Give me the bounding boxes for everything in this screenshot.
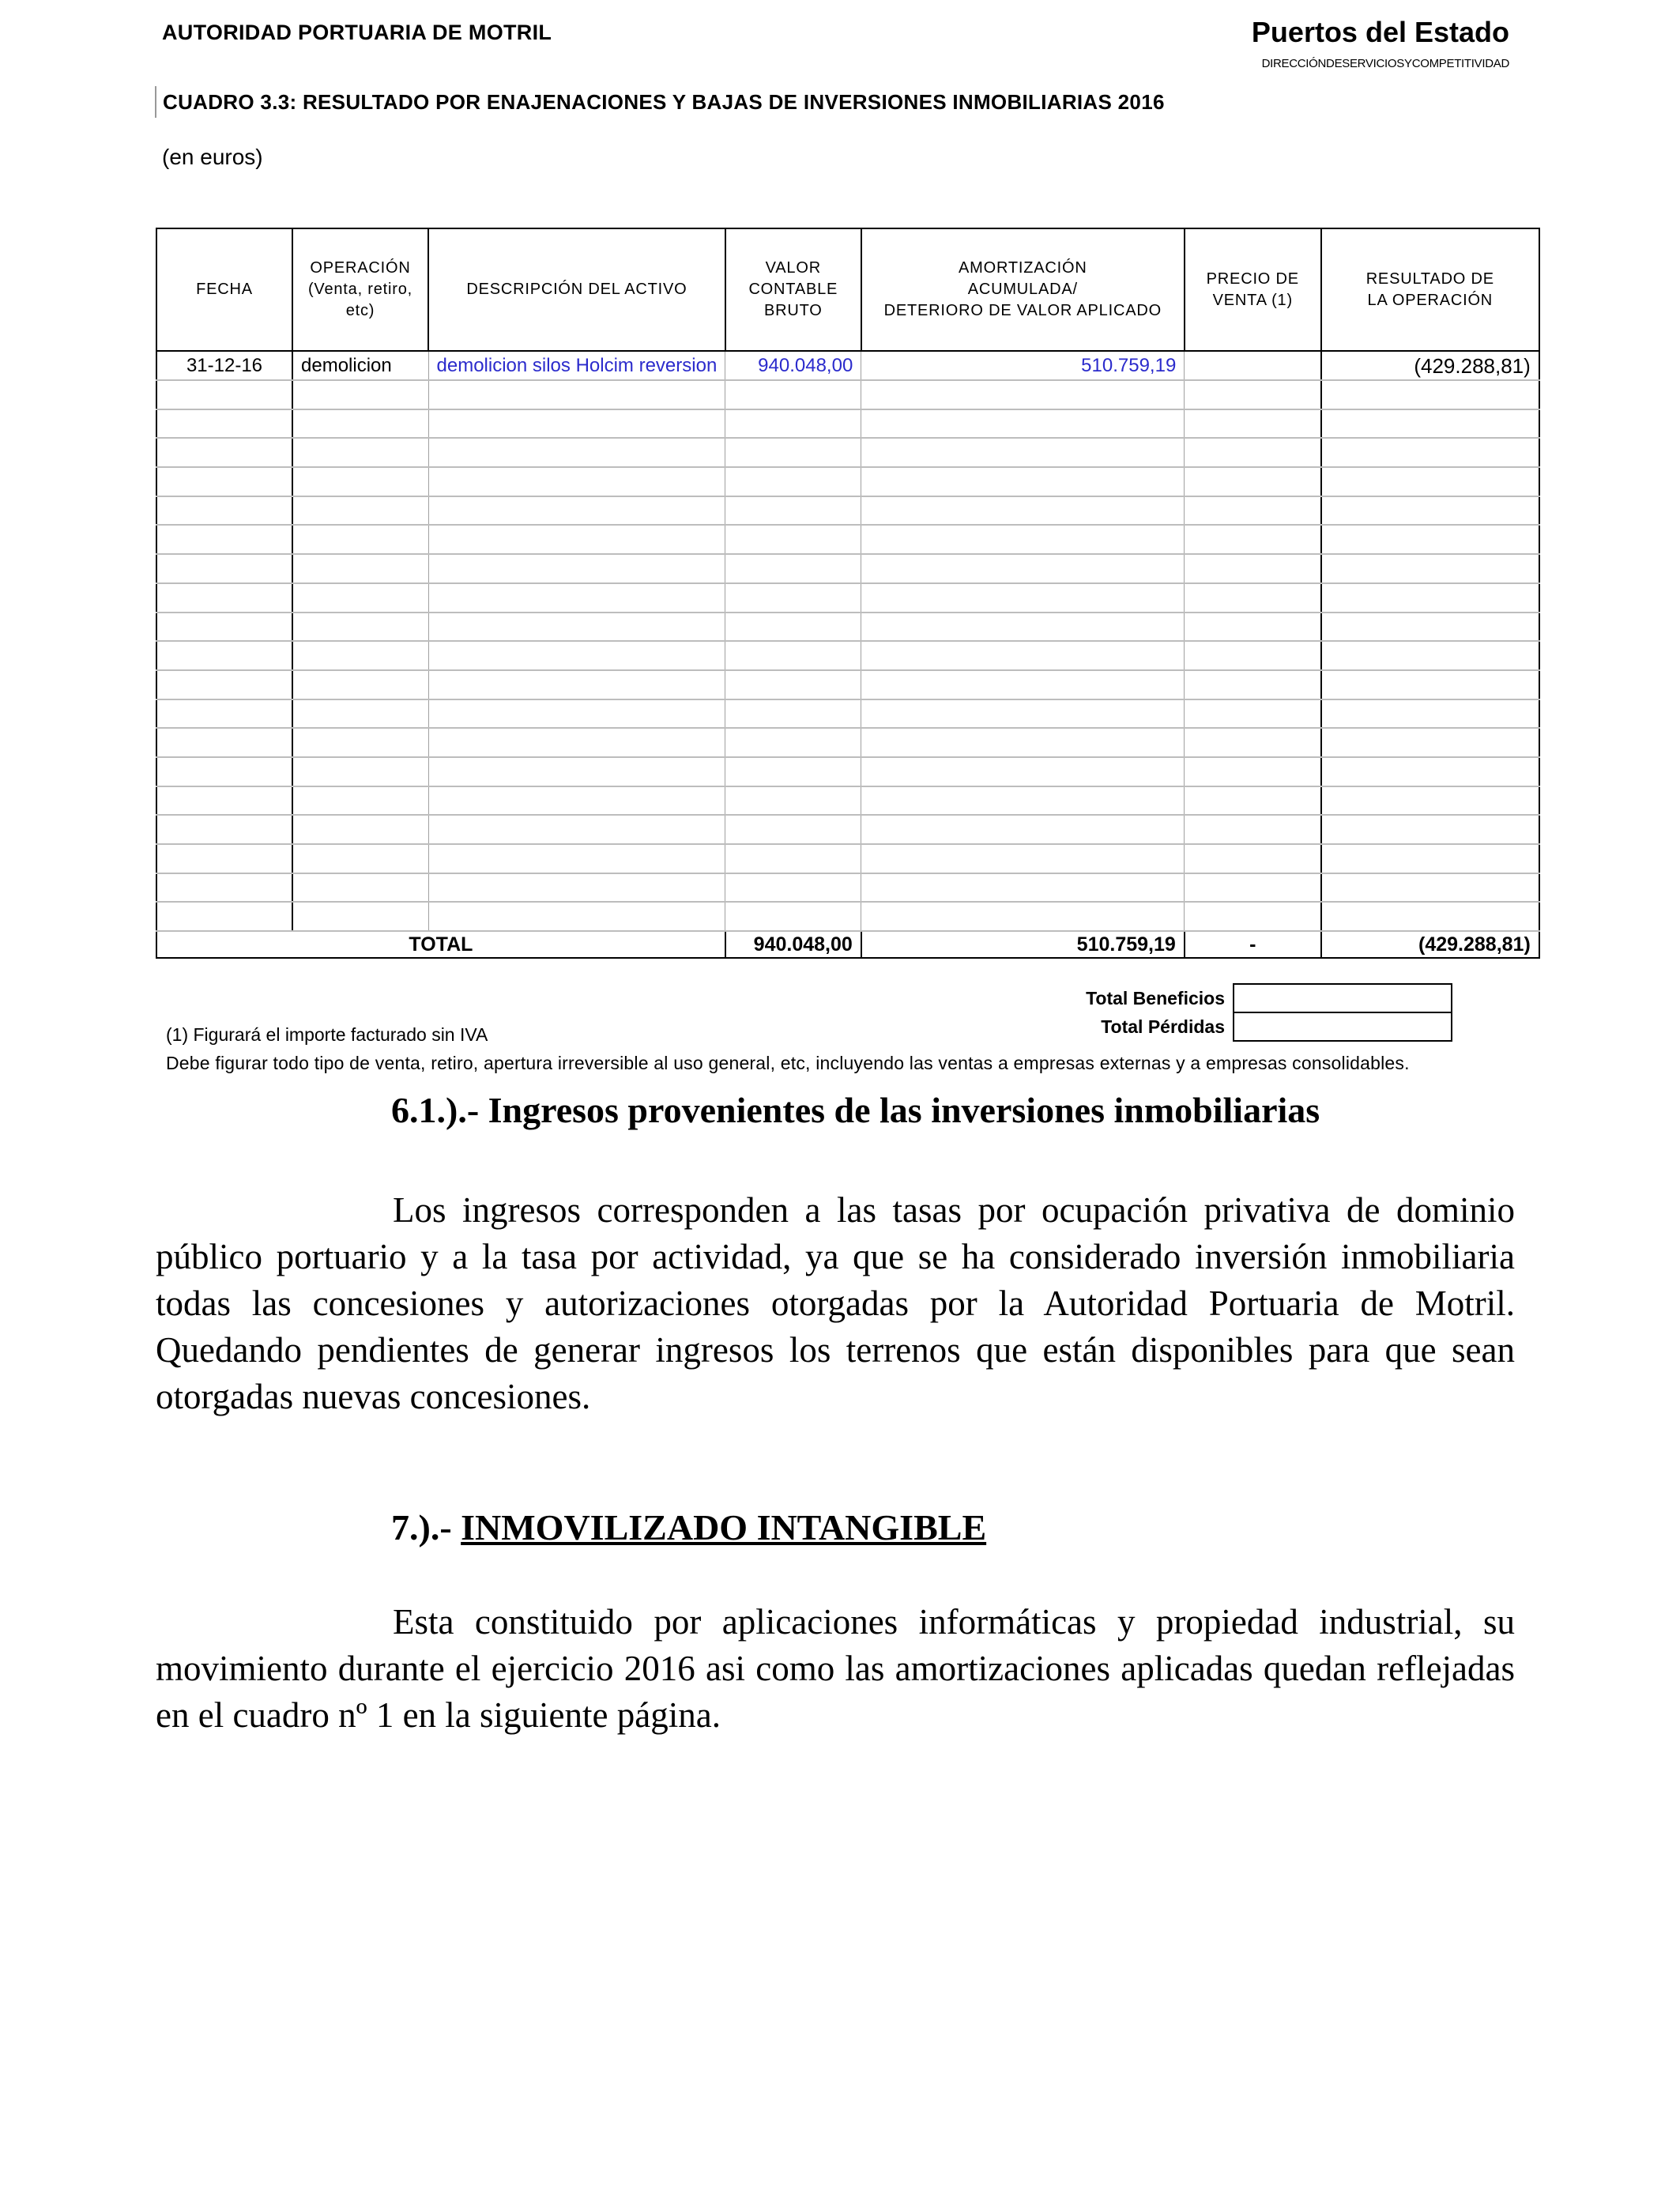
- table-cell: [1185, 786, 1321, 816]
- total-beneficios-label: Total Beneficios: [1086, 987, 1225, 1008]
- table-cell: [428, 380, 725, 409]
- table-cell: [861, 613, 1185, 642]
- total-valor: 940.048,00: [725, 931, 861, 958]
- table-cell: [1185, 409, 1321, 439]
- table-cell: [1185, 467, 1321, 496]
- table-cell: [1185, 699, 1321, 729]
- table-cell: [1185, 873, 1321, 903]
- table-cell: [1185, 757, 1321, 786]
- table-cell: [861, 786, 1185, 816]
- cell-resultado: (429.288,81): [1321, 351, 1539, 380]
- table-cell: [156, 496, 292, 526]
- table-cell: [292, 554, 428, 583]
- table-cell: [1321, 670, 1539, 699]
- col-header-valor: VALOR CONTABLE BRUTO: [725, 228, 861, 351]
- table-cell: [725, 438, 861, 467]
- table-cell: [861, 902, 1185, 931]
- table-cell: [292, 525, 428, 554]
- table-cell: [1185, 496, 1321, 526]
- table-cell: [428, 757, 725, 786]
- table-cell: [292, 467, 428, 496]
- table-cell: [861, 554, 1185, 583]
- col-header-operacion: OPERACIÓN (Venta, retiro, etc): [292, 228, 428, 351]
- col-header-resultado: RESULTADO DE LA OPERACIÓN: [1321, 228, 1539, 351]
- table-cell: [725, 902, 861, 931]
- table-cell: [725, 844, 861, 873]
- table-cell: [725, 699, 861, 729]
- table-cell: [1321, 583, 1539, 613]
- table-cell: [1321, 380, 1539, 409]
- table-row: [156, 670, 1539, 699]
- table-row: [156, 467, 1539, 496]
- table-cell: [725, 786, 861, 816]
- org-name: AUTORIDAD PORTUARIA DE MOTRIL: [162, 21, 552, 44]
- table-row: [156, 409, 1539, 439]
- table-cell: [156, 670, 292, 699]
- table-cell: [156, 613, 292, 642]
- table-row: [156, 786, 1539, 816]
- table-cell: [861, 641, 1185, 670]
- table-cell: [861, 757, 1185, 786]
- table-title: CUADRO 3.3: RESULTADO POR ENAJENACIONES Y BAJAS DE INVERSIONES INMOBILIARIAS 2016: [155, 86, 1165, 118]
- table-cell: [1321, 728, 1539, 757]
- col-header-fecha: FECHA: [156, 228, 292, 351]
- table-cell: [428, 613, 725, 642]
- table-cell: [725, 554, 861, 583]
- table-cell: [428, 699, 725, 729]
- table-cell: [156, 873, 292, 903]
- total-perdidas-value: [1234, 1012, 1452, 1041]
- cell-operacion: demolicion: [292, 351, 428, 380]
- cell-amortizacion: 510.759,19: [861, 351, 1185, 380]
- table-cell: [156, 409, 292, 439]
- table-cell: [292, 786, 428, 816]
- table-cell: [428, 641, 725, 670]
- table-row: [156, 613, 1539, 642]
- table-cell: [861, 496, 1185, 526]
- table-cell: [428, 409, 725, 439]
- table-cell: [725, 380, 861, 409]
- cell-precio: [1185, 351, 1321, 380]
- table-cell: [428, 786, 725, 816]
- table-cell: [156, 583, 292, 613]
- table-cell: [1321, 815, 1539, 844]
- table-cell: [428, 873, 725, 903]
- table-row: [156, 583, 1539, 613]
- table-cell: [292, 583, 428, 613]
- table-cell: [725, 757, 861, 786]
- table-cell: [861, 525, 1185, 554]
- table-cell: [1185, 438, 1321, 467]
- table-cell: [428, 844, 725, 873]
- table-cell: [1321, 409, 1539, 439]
- total-resultado: (429.288,81): [1321, 931, 1539, 958]
- table-cell: [725, 496, 861, 526]
- table-cell: [428, 525, 725, 554]
- table-cell: [1185, 641, 1321, 670]
- table-cell: [1185, 670, 1321, 699]
- table-cell: [861, 844, 1185, 873]
- table-cell: [428, 554, 725, 583]
- table-cell: [861, 467, 1185, 496]
- col-header-amortizacion: AMORTIZACIÓN ACUMULADA/ DETERIORO DE VALOR APLICADO: [861, 228, 1185, 351]
- table-cell: [156, 728, 292, 757]
- table-cell: [1185, 844, 1321, 873]
- table-cell: [861, 438, 1185, 467]
- table-cell: [156, 641, 292, 670]
- table-cell: [725, 815, 861, 844]
- table-cell: [861, 409, 1185, 439]
- section-6-1-body: Los ingresos corresponden a las tasas por ocupación privativa de dominio público portuario y a la tasa por actividad, ya que se ha considerado inversión inmobiliaria todas las concesiones y autorizaciones otorgadas por la Autoridad Portuaria de Motril. Quedando pendientes de generar ingresos los terrenos que están disponibles para que sean otorgadas nuevas concesiones.: [156, 1190, 1515, 1416]
- table-cell: [725, 641, 861, 670]
- table-row: [156, 496, 1539, 526]
- table-cell: [292, 902, 428, 931]
- table-cell: [156, 844, 292, 873]
- table-row: [156, 815, 1539, 844]
- table-cell: [292, 409, 428, 439]
- table-row: [156, 380, 1539, 409]
- table-cell: [428, 496, 725, 526]
- table-cell: [292, 670, 428, 699]
- table-cell: [156, 438, 292, 467]
- table-cell: [1321, 873, 1539, 903]
- table-cell: [1321, 613, 1539, 642]
- table-cell: [725, 467, 861, 496]
- table-cell: [1321, 525, 1539, 554]
- col-header-precio: PRECIO DE VENTA (1): [1185, 228, 1321, 351]
- section-heading-7: 7.).- INMOVILIZADO INTANGIBLE: [391, 1507, 987, 1547]
- table-header-row: [156, 228, 1539, 351]
- table-cell: [428, 728, 725, 757]
- table-cell: [725, 583, 861, 613]
- results-table: [156, 228, 1540, 959]
- table-row: [156, 757, 1539, 786]
- table-cell: [292, 873, 428, 903]
- table-row: [156, 641, 1539, 670]
- brand-subtitle: DIRECCIÓNDESERVICIOSYCOMPETITIVIDAD: [1261, 57, 1509, 70]
- table-cell: [292, 728, 428, 757]
- total-precio: -: [1185, 931, 1321, 958]
- table-row: [156, 728, 1539, 757]
- table-cell: [725, 409, 861, 439]
- table-cell: [156, 699, 292, 729]
- table-cell: [1185, 902, 1321, 931]
- table-cell: [156, 467, 292, 496]
- table-cell: [292, 613, 428, 642]
- table-row: [156, 554, 1539, 583]
- table-cell: [156, 757, 292, 786]
- table-row: [156, 525, 1539, 554]
- cell-valor: 940.048,00: [725, 351, 861, 380]
- summary-table: [885, 983, 1452, 1042]
- table-cell: [156, 786, 292, 816]
- table-cell: [428, 670, 725, 699]
- table-cell: [1185, 583, 1321, 613]
- table-cell: [861, 728, 1185, 757]
- table-cell: [725, 670, 861, 699]
- table-row: [156, 902, 1539, 931]
- table-cell: [156, 554, 292, 583]
- table-cell: [1321, 641, 1539, 670]
- table-cell: [1185, 728, 1321, 757]
- table-cell: [156, 525, 292, 554]
- table-cell: [292, 641, 428, 670]
- table-row: [156, 438, 1539, 467]
- section-heading-6-1: 6.1.).- Ingresos provenientes de las inversiones inmobiliarias: [391, 1090, 1320, 1130]
- cell-descripcion: demolicion silos Holcim reversion: [428, 351, 725, 380]
- total-perdidas-label: Total Pérdidas: [1101, 1016, 1225, 1037]
- table-cell: [861, 583, 1185, 613]
- total-beneficios-value: [1234, 984, 1452, 1012]
- brand-name: Puertos del Estado: [1251, 16, 1509, 48]
- table-cell: [1321, 496, 1539, 526]
- table-cell: [1185, 815, 1321, 844]
- table-cell: [1185, 613, 1321, 642]
- total-amortizacion: 510.759,19: [861, 931, 1185, 958]
- table-cell: [725, 728, 861, 757]
- cell-fecha: 31-12-16: [156, 351, 292, 380]
- table-cell: [725, 613, 861, 642]
- table-cell: [725, 873, 861, 903]
- table-cell: [1185, 380, 1321, 409]
- table-cell: [861, 873, 1185, 903]
- table-cell: [292, 699, 428, 729]
- table-cell: [292, 496, 428, 526]
- table-cell: [292, 815, 428, 844]
- table-cell: [1321, 786, 1539, 816]
- table-cell: [428, 815, 725, 844]
- table-cell: [156, 815, 292, 844]
- table-cell: [428, 902, 725, 931]
- total-label: TOTAL: [156, 931, 725, 958]
- table-cell: [428, 583, 725, 613]
- table-cell: [861, 815, 1185, 844]
- table-cell: [1321, 438, 1539, 467]
- table-cell: [1321, 902, 1539, 931]
- table-cell: [1185, 525, 1321, 554]
- table-cell: [1321, 757, 1539, 786]
- table-row: [156, 351, 1539, 380]
- table-row: [156, 844, 1539, 873]
- table-cell: [861, 699, 1185, 729]
- table-cell: [1321, 554, 1539, 583]
- table-cell: [1185, 554, 1321, 583]
- units-label: (en euros): [162, 145, 263, 169]
- col-header-descripcion: DESCRIPCIÓN DEL ACTIVO: [428, 228, 725, 351]
- table-cell: [725, 525, 861, 554]
- table-cell: [1321, 467, 1539, 496]
- table-cell: [156, 902, 292, 931]
- table-row: [156, 699, 1539, 729]
- section-7-body: Esta constituido por aplicaciones informáticas y propiedad industrial, su movimiento durante el ejercicio 2016 asi como las amortizaciones aplicadas quedan reflejadas en el cuadro nº 1 en la siguiente página.: [156, 1602, 1515, 1735]
- table-cell: [1321, 844, 1539, 873]
- footnote-2: Debe figurar todo tipo de venta, retiro, apertura irreversible al uso general, etc, incluyendo las ventas a empresas externas y a empresas consolidables.: [166, 1053, 1410, 1073]
- table-cell: [861, 670, 1185, 699]
- table-cell: [292, 844, 428, 873]
- table-row: [156, 873, 1539, 903]
- table-cell: [1321, 699, 1539, 729]
- table-cell: [156, 380, 292, 409]
- table-cell: [292, 380, 428, 409]
- table-cell: [292, 438, 428, 467]
- table-cell: [292, 757, 428, 786]
- table-cell: [428, 467, 725, 496]
- footnote-1: (1) Figurará el importe facturado sin IVA: [166, 1024, 488, 1045]
- section-7-title: INMOVILIZADO INTANGIBLE: [461, 1507, 987, 1547]
- table-cell: [861, 380, 1185, 409]
- total-row: [156, 931, 1539, 958]
- table-cell: [428, 438, 725, 467]
